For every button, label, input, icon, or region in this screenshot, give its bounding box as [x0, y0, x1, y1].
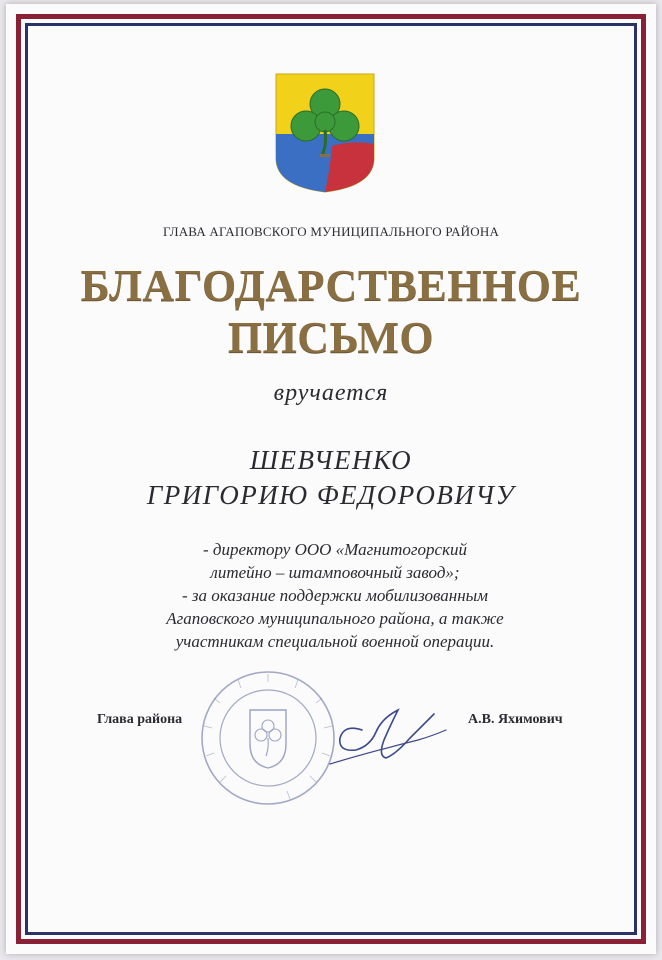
issuer-heading: ГЛАВА АГАПОВСКОГО МУНИЦИПАЛЬНОГО РАЙОНА: [162, 224, 500, 239]
document-title: [0, 260, 662, 364]
signature-icon: [300, 700, 450, 780]
recipient-surname: ШЕВЧЕНКО: [249, 445, 413, 475]
signer-name: А.В. Яхимович: [468, 712, 563, 727]
description-line: Агаповского муниципального района, а также: [166, 609, 504, 628]
description-line: участникам специальной военной операции.: [175, 632, 495, 651]
awarded-label: вручается: [273, 380, 389, 406]
signer-title: Глава района: [97, 712, 183, 727]
description-line: - за оказание поддержки мобилизованным: [182, 586, 488, 605]
description-line: литейно – штамповочный завод»;: [210, 563, 460, 582]
title-line-2: ПИСЬМО: [227, 313, 435, 362]
description-line: - директору ООО «Магнитогорский: [202, 540, 468, 559]
award-description: [100, 538, 570, 653]
recipient-given-names: ГРИГОРИЮ ФЕДОРОВИЧУ: [146, 480, 516, 510]
coat-of-arms-clover-icon: [272, 70, 378, 196]
title-line-1: БЛАГОДАРСТВЕННОЕ: [80, 261, 582, 310]
